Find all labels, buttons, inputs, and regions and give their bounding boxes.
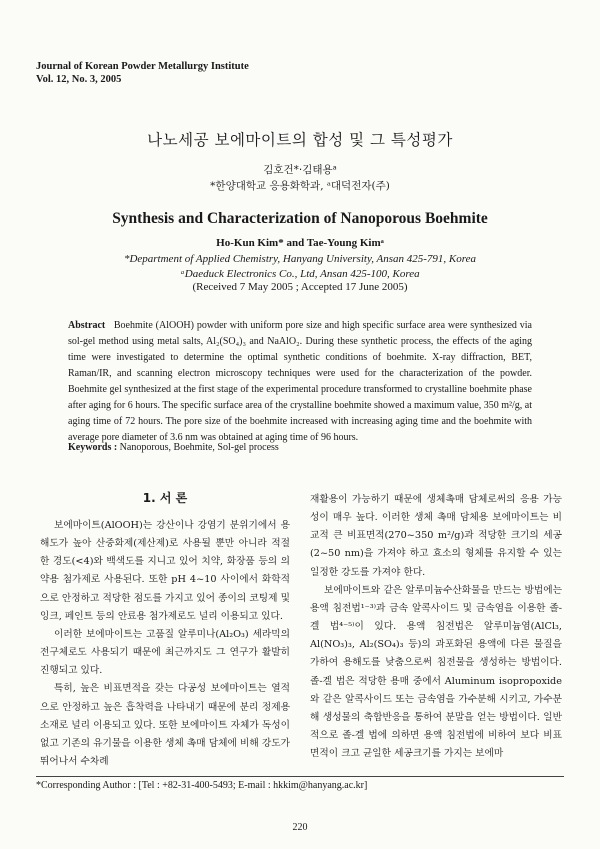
- paragraph: 이러한 보에마이트는 고품질 알루미나(Al₂O₃) 세라믹의 전구체로도 사용되기 때문에 최근까지도 그 연구가 활발히 진행되고 있다.: [40, 628, 290, 677]
- english-title: Synthesis and Characterization of Nanoporous Boehmite: [112, 210, 488, 227]
- journal-volume: Vol. 12, No. 3, 2005: [36, 74, 122, 85]
- page-number: 220: [292, 822, 308, 833]
- paragraph: 보에마이트(AlOOH)는 강산이나 강염기 분위기에서 용해도가 높아 산중화제(제산제)로 사용될 뿐만 아니라 적절한 경도(<4)와 백색도를 지니고 있어 치약, 화장품 등의 의약용 첨가제로 사용된다. 또한 pH 4~10 사이에서 화학적으로 안정하고 적당한 점도를 가지고 있어 종이의 코팅제 및 잉크, 페인트 등의 안료용 첨가제로도 널리 이용되고 있다.: [40, 520, 290, 622]
- abstract-text: Boehmite (AlOOH) powder with uniform pore size and high specific surface area were synthesized via sol-gel method using metal salts, Al₂(SO₄)₃ and NaAlO₂. During these synthetic process, the effects of the aging time were investigated to determine the optimal synthetic conditions of boehmite. X-ray diffraction, BET, Raman/IR, and scanning electron microscopy techniques were used for the characterization of the powder. Boehmite gel synthesized at the first stage of the experimental procedure transformed to crystalline boehmite phase after aging for 6 hours. The specific surface area of the crystalline boehmite showed a maximum value, 350 m²/g, at aging time of 72 hours. The pore size of the boehmite increased with increasing aging time and the boehmite with average pore diameter of 3.6 nm was obtained at aging time of 96 hours.: [68, 320, 532, 444]
- right-column: [310, 491, 562, 763]
- korean-affiliation: *한양대학교 응용화학과, ᵃ대덕전자(주): [210, 180, 390, 192]
- keywords-label: Keywords :: [68, 442, 118, 453]
- journal-name: Journal of Korean Powder Metallurgy Institute: [36, 61, 249, 72]
- left-column: [40, 517, 290, 771]
- keywords: [68, 442, 532, 453]
- english-authors: Ho-Kun Kim* and Tae-Young Kimᵃ: [216, 237, 384, 249]
- english-affiliation: [0, 252, 600, 281]
- paragraph: 특히, 높은 비표면적을 갖는 다공성 보에마이트는 열적으로 안정하고 높은 흡착력을 나타내기 때문에 분리 정제용 소재로 널리 이용되고 있다. 또한 보에마이트 자체가 독성이 없고 기존의 유기물을 이용한 생체 촉매 담체에 비해 강도가 뛰어나서 수차례: [40, 683, 290, 768]
- keywords-text: Nanoporous, Boehmite, Sol-gel process: [117, 442, 279, 453]
- journal-header: [36, 60, 249, 86]
- paragraph: 보에마이트와 같은 알루미늄수산화물을 만드는 방법에는 용액 침전법¹⁻³⁾과 금속 알콕사이드 및 금속염을 이용한 졸-겔 법⁴⁻⁵⁾이 있다. 용액 침전법은 알루미늄염(AlCl₃, Al(NO₃)₃, Al₂(SO₄)₃ 등)의 과포화된 용액에 다른 물질을 가하여 용해도를 낮춤으로써 침전물을 생성하는 방법이다. 졸-겔 법은 적당한 용매 중에서 Aluminum isopropoxide 와 같은 알콕사이드 또는 금속염을 가수분해 시키고, 가수분해 생성물의 축합반응을 통하여 분말을 얻는 방법이다. 일반적으로 졸-겔 법에 의하면 용액 침전법에 비하여 보다 비표면적이 크고 균일한 세공크기를 가지는 보에마: [310, 584, 562, 760]
- corresponding-author-footnote: *Corresponding Author : [Tel : +82-31-400-5493; E-mail : hkkim@hanyang.ac.kr]: [36, 780, 368, 791]
- received-dates: (Received 7 May 2005 ; Accepted 17 June 2005): [192, 281, 408, 293]
- korean-authors: 김호건*·김태용ᵃ: [263, 164, 337, 176]
- affiliation-line-2: ᵃDaeduck Electronics Co., Ltd, Ansan 425-100, Korea: [180, 267, 420, 280]
- affiliation-line-1: *Department of Applied Chemistry, Hanyang University, Ansan 425-791, Korea: [123, 253, 477, 265]
- section-heading-introduction: 1. 서 론: [142, 491, 188, 505]
- abstract: [68, 318, 532, 446]
- footnote-divider: [36, 776, 564, 777]
- abstract-label: Abstract: [68, 320, 106, 331]
- korean-title: 나노세공 보에마이트의 합성 및 그 특성평가: [147, 131, 453, 149]
- paragraph: 재활용이 가능하기 때문에 생체촉매 담체로써의 응용 가능성이 매우 높다. 이러한 생체 촉매 담체용 보에마이트는 비교적 큰 비표면적(270~350 m²/g)과 적당한 크기의 세공(2~50 nm)을 가져야 하고 효소의 형체를 유지할 수 있는 일정한 강도를 가져야 한다.: [310, 494, 562, 578]
